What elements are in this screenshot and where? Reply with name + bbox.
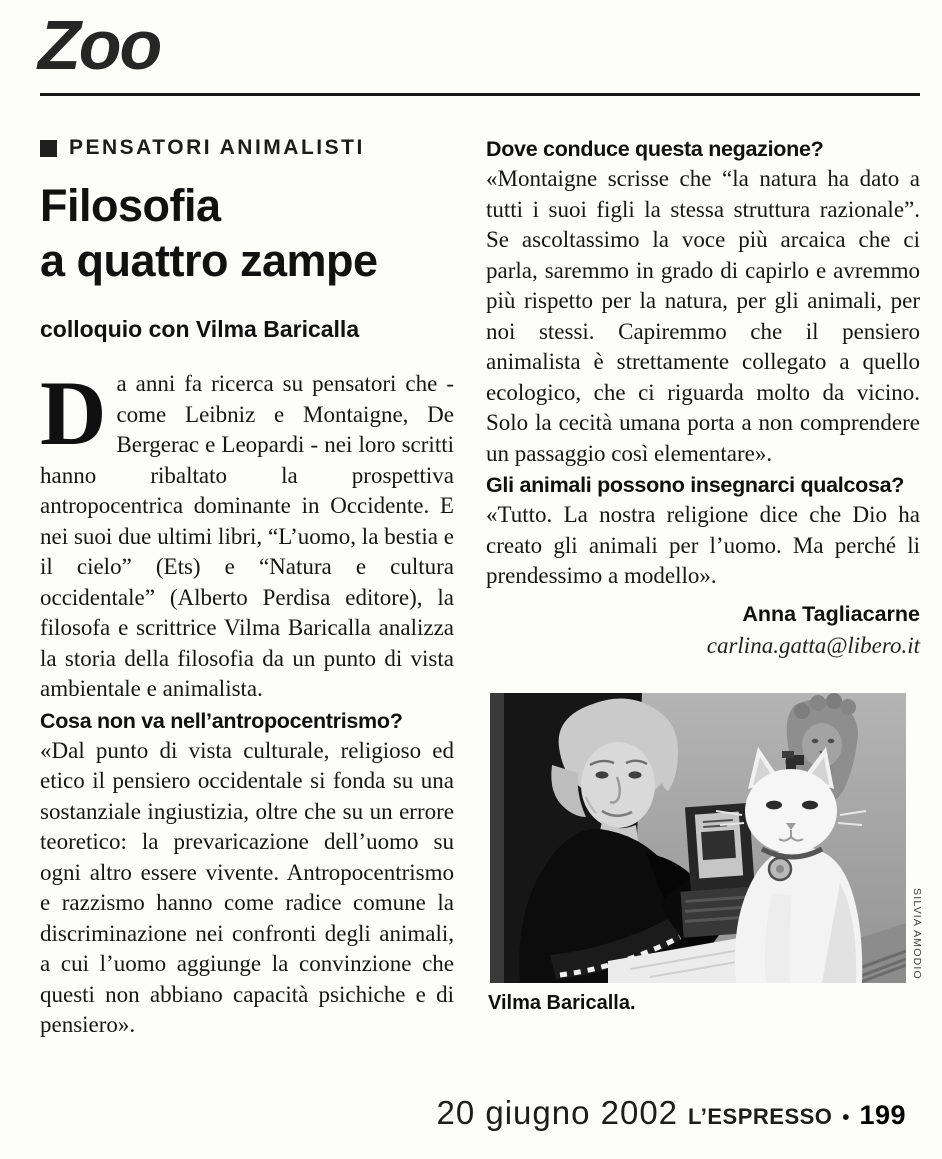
intro-text: a anni fa ricerca su pensatori che - come Leibniz e Montaigne, De Bergerac e Leopardi - nei loro scritti hanno ribaltato la prospettiva antropocentrica dominante in Occidente. E nei suoi due ultimi libri, “L’uomo, la bestia e il cielo” (Ets) e “Natura e cultura occidentale” (Alberto Perdisa editore), la filosofa e scrittrice Vilma Baricalla analizza la storia della filosofia da un punto di vista ambientale e animalista. [40, 371, 454, 701]
header-rule [40, 93, 920, 96]
article-title-line2: a quattro zampe [40, 235, 378, 286]
answer-2: «Montaigne scrisse che “la natura ha dato a tutti i suoi figli la stessa struttura razionale”. Se ascoltassimo la voce più arcaica che ci parla, saremmo in grado di capirlo e avremmo più rispetto per la natura, per gli animali, per noi stessi. Capiremmo che il pensiero animalista è strettamente collegato a quello ecologico, che ci riguarda molto da vicino. Solo la cecità umana porta a non comprendere un passaggio così elementare». [486, 166, 920, 466]
photo-credit: SILVIA AMODIO [911, 887, 923, 980]
footer-date: 20 giugno 2002 [436, 1094, 679, 1131]
photo-container [490, 693, 923, 983]
photo-door-frame [490, 693, 504, 983]
footer-page-number: 199 [859, 1100, 906, 1130]
page-footer [436, 1094, 906, 1132]
footer-magazine: L’ESPRESSO [688, 1104, 833, 1129]
kicker [40, 136, 454, 160]
right-column [486, 133, 923, 1015]
answer-3: «Tutto. La nostra religione dice che Dio ha creato gli animali per l’uomo. Ma perché li prendessimo a modello». [486, 502, 920, 588]
article-subtitle: colloquio con Vilma Baricalla [40, 316, 360, 342]
byline: Anna Tagliacarne [742, 601, 920, 626]
section-title: Zoo [38, 6, 161, 84]
photo [490, 693, 906, 983]
left-column [40, 136, 454, 1041]
author-email: carlina.gatta@libero.it [706, 632, 920, 658]
answer-1: «Dal punto di vista culturale, religioso ed etico il pensiero occidentale si fonda su una sostanziale ingiustizia, oltre che su un errore teoretico: la prevaricazione dell’uomo su ogni altro essere vivente. Antropocentrismo e razzismo hanno come radice comune la discriminazione nei confronti degli animali, a cui l’uomo aggiunge la convinzione che questi non abbiano capacità psichiche e di pensiero». [40, 737, 454, 1037]
question-2: Dove conduce questa negazione? [486, 137, 824, 161]
question-3: Gli animali possono insegnarci qualcosa? [486, 473, 905, 497]
question-1: Cosa non va nell’antropocentrismo? [40, 708, 403, 733]
kicker-square-icon [40, 140, 57, 157]
article-title [40, 178, 454, 288]
dropcap: D [40, 362, 107, 464]
article-title-line1: Filosofia [40, 180, 221, 231]
footer-bullet-icon: • [842, 1107, 850, 1129]
kicker-label: PENSATORI ANIMALISTI [69, 136, 365, 159]
intro-paragraph [40, 362, 454, 705]
photo-caption: Vilma Baricalla. [488, 991, 636, 1014]
